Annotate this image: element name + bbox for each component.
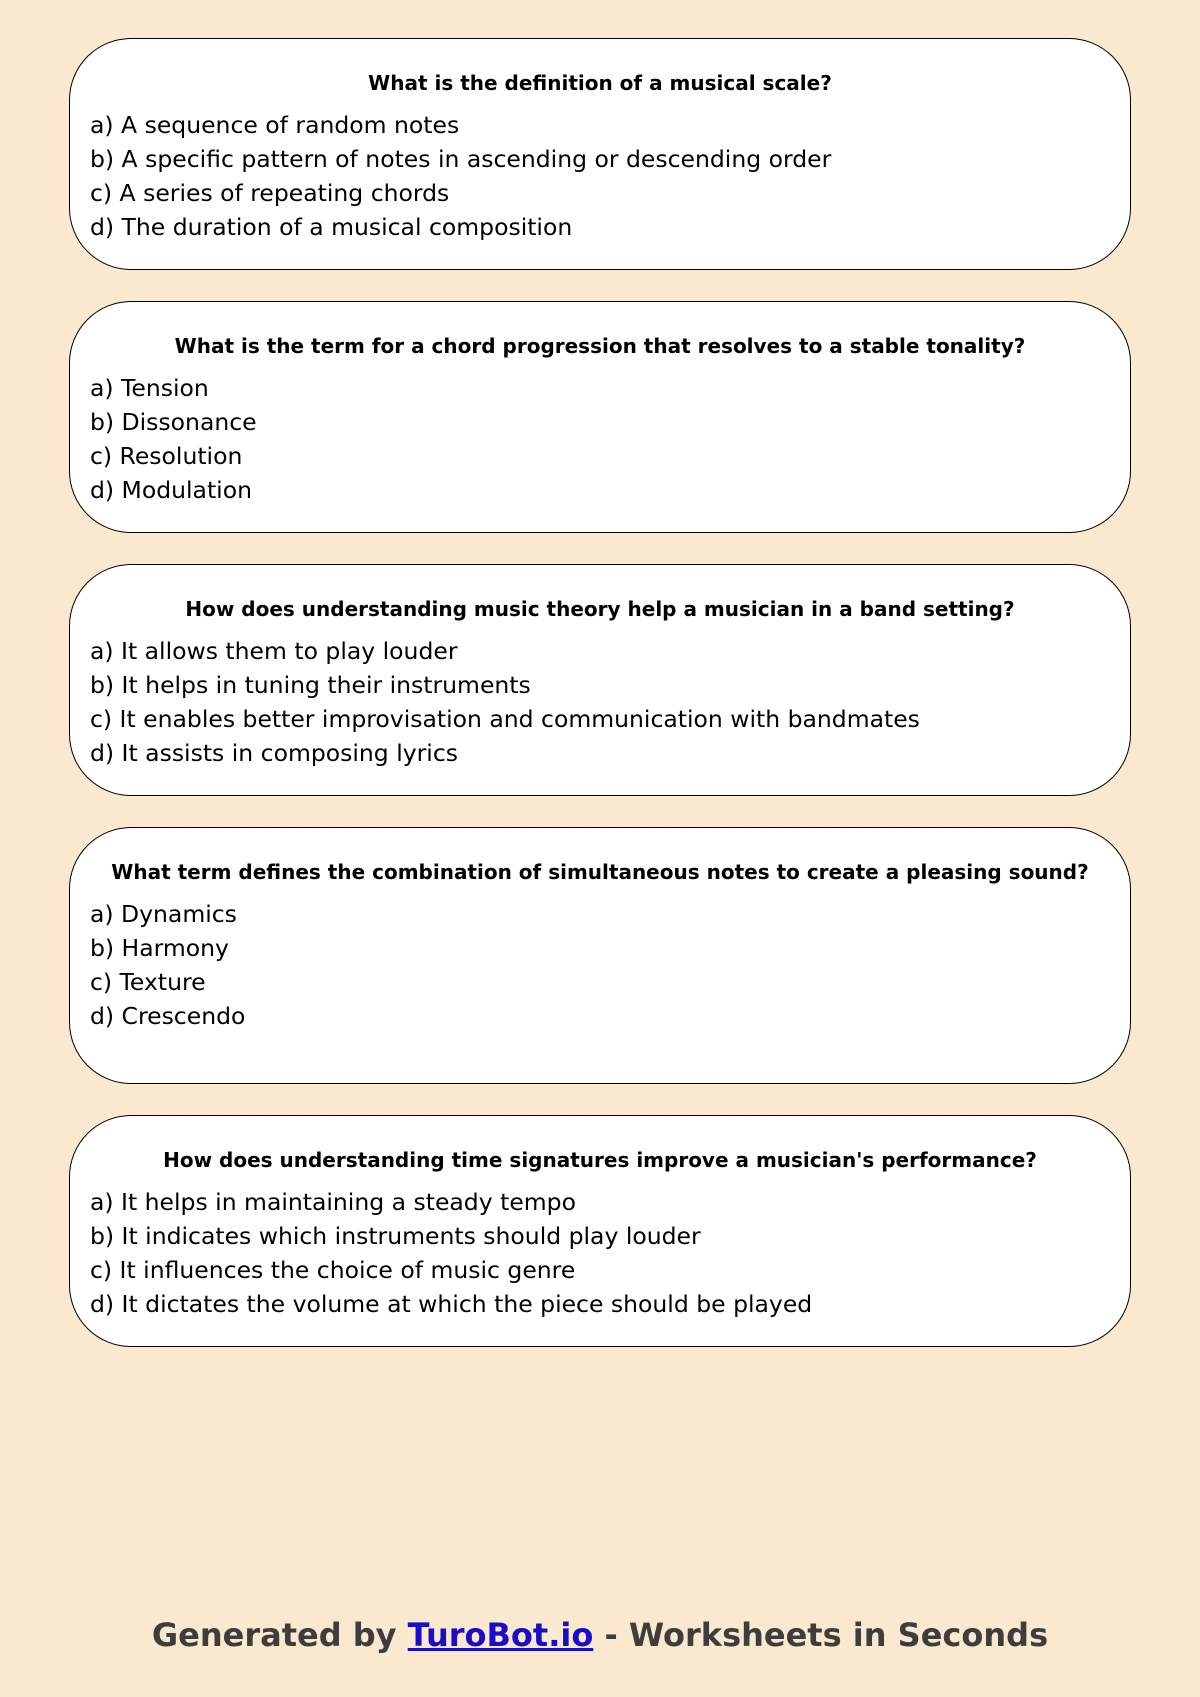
question-card-2 [69,301,1131,533]
answer-option: a) Dynamics [90,900,237,928]
answer-option: b) It indicates which instruments should play louder [90,1222,701,1250]
question-text: What term defines the combination of simultaneous notes to create a pleasing sound? [111,860,1089,884]
turobot-link[interactable]: TuroBot.io [407,1616,594,1654]
answer-option: a) A sequence of random notes [90,111,460,139]
answer-option: b) Harmony [90,934,229,962]
footer-credit [0,1616,1200,1654]
answer-option: a) It helps in maintaining a steady tempo [90,1188,576,1216]
answer-option: d) It dictates the volume at which the piece should be played [90,1290,813,1318]
answer-option: c) Texture [90,968,206,996]
answer-option: b) A specific pattern of notes in ascending or descending order [90,145,832,173]
question-card-1 [69,38,1131,270]
question-text: How does understanding time signatures improve a musician's performance? [163,1148,1037,1172]
question-card-3 [69,564,1131,796]
answer-options [90,897,1110,1033]
answer-option: c) It influences the choice of music genre [90,1256,576,1284]
answer-option: b) It helps in tuning their instruments [90,671,531,699]
answer-options [90,634,1110,770]
answer-option: c) Resolution [90,442,243,470]
question-card-5 [69,1115,1131,1347]
answer-option: d) Modulation [90,476,252,504]
question-text: What is the term for a chord progression that resolves to a stable tonality? [174,334,1026,358]
question-text: What is the definition of a musical scale? [368,71,832,95]
answer-option: c) It enables better improvisation and communication with bandmates [90,705,920,733]
question-card-4 [69,827,1131,1084]
answer-option: d) Crescendo [90,1002,246,1030]
answer-option: d) The duration of a musical composition [90,213,573,241]
footer-suffix: - Worksheets in Seconds [593,1616,1049,1654]
answer-option: b) Dissonance [90,408,257,436]
answer-option: d) It assists in composing lyrics [90,739,458,767]
footer-prefix: Generated by [151,1616,408,1654]
answer-option: c) A series of repeating chords [90,179,450,207]
answer-options [90,1185,1110,1321]
answer-option: a) Tension [90,374,209,402]
answer-options [90,108,1110,244]
answer-options [90,371,1110,507]
answer-option: a) It allows them to play louder [90,637,458,665]
question-text: How does understanding music theory help a musician in a band setting? [185,597,1015,621]
